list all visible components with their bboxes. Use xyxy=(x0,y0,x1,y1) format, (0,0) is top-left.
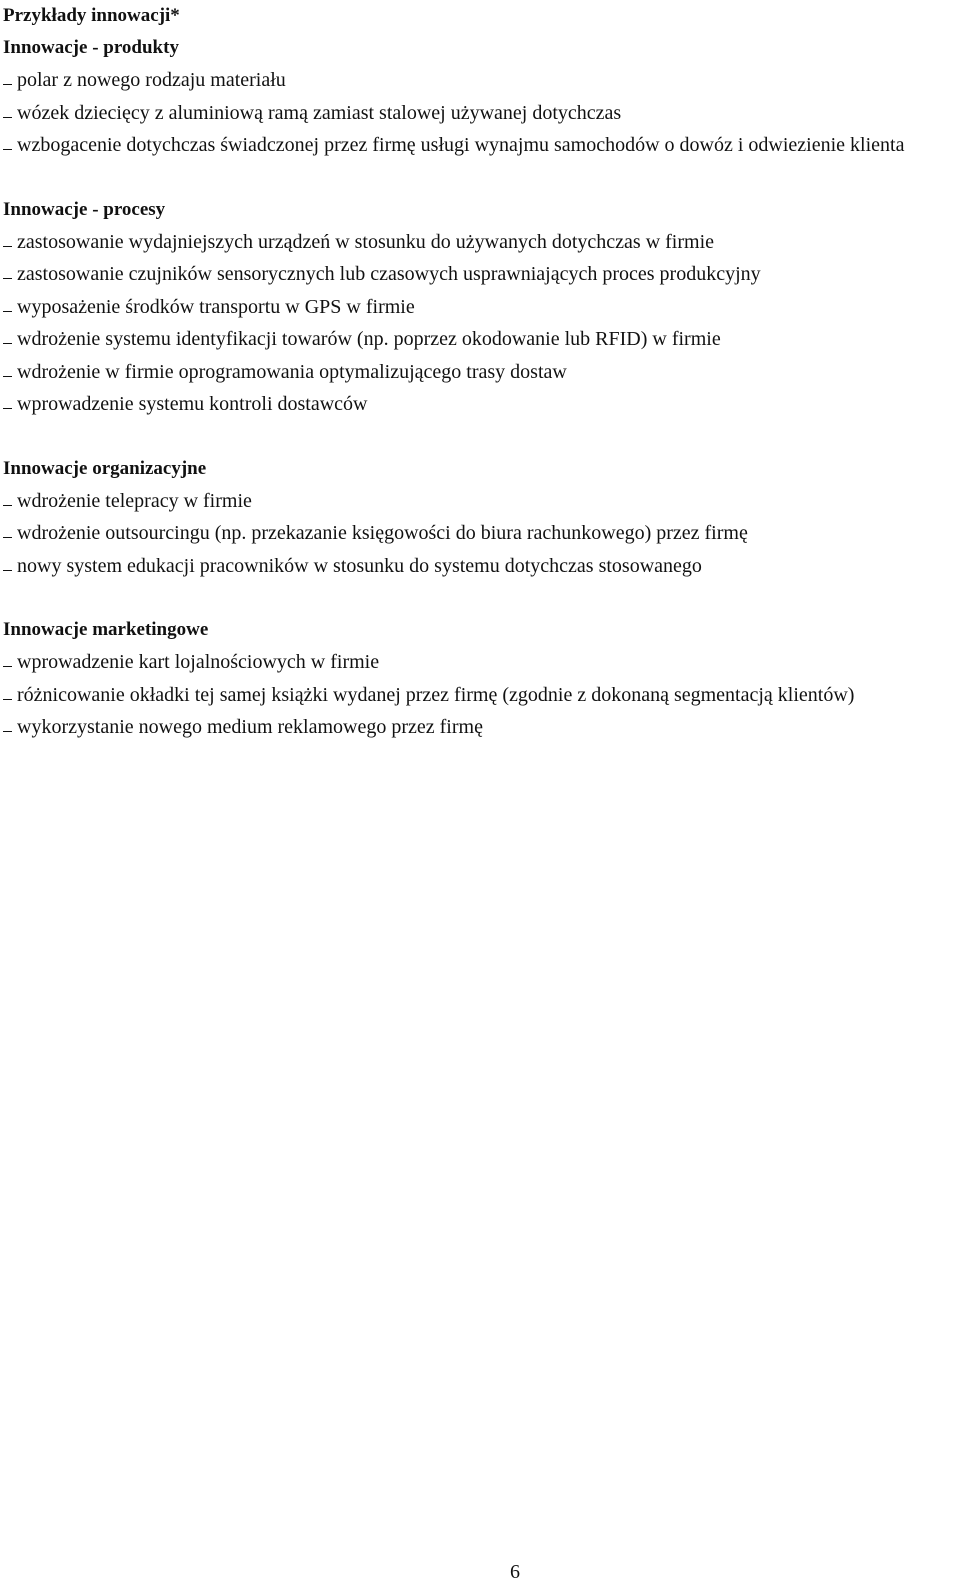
list-item xyxy=(3,323,953,356)
list-item-text: zastosowanie czujników sensorycznych lub czasowych usprawniających proces produkcyjny xyxy=(17,263,761,285)
section-list xyxy=(3,485,953,583)
list-item-text: wprowadzenie systemu kontroli dostawców xyxy=(17,393,368,415)
dash-bullet-icon xyxy=(3,699,12,700)
section-heading: Innowacje - produkty xyxy=(3,37,179,58)
list-item-text: wdrożenie outsourcingu (np. przekazanie księgowości do biura rachunkowego) przez firmę xyxy=(17,522,748,544)
document-title: Przykłady innowacji* xyxy=(3,5,180,26)
list-item xyxy=(3,388,953,421)
dash-bullet-icon xyxy=(3,537,12,538)
list-item xyxy=(3,485,953,518)
list-item-text: wprowadzenie kart lojalnościowych w firmie xyxy=(17,651,380,673)
list-item-text: zastosowanie wydajniejszych urządzeń w stosunku do używanych dotychczas w firmie xyxy=(17,230,715,253)
list-item xyxy=(3,679,953,712)
list-item xyxy=(3,550,953,583)
dash-bullet-icon xyxy=(3,278,12,279)
section-organizational xyxy=(3,453,953,583)
list-item-text: polar z nowego rodzaju materiału xyxy=(17,69,286,91)
document-page xyxy=(3,0,953,744)
dash-bullet-icon xyxy=(3,246,12,247)
dash-bullet-icon xyxy=(3,505,12,506)
list-item-text: wykorzystanie nowego medium reklamowego przez firmę xyxy=(17,716,483,738)
list-item-text: wzbogacenie dotychczas świadczonej przez firmę usługi wynajmu samochodów o dowóz i odwiezienie klienta xyxy=(17,134,905,156)
list-item xyxy=(3,646,953,679)
list-item xyxy=(3,129,953,162)
list-item xyxy=(3,356,953,389)
dash-bullet-icon xyxy=(3,117,12,118)
dash-bullet-icon xyxy=(3,731,12,732)
list-item xyxy=(3,97,953,130)
dash-bullet-icon xyxy=(3,343,12,344)
list-item xyxy=(3,711,953,744)
list-item-text: nowy system edukacji pracowników w stosunku do systemu dotychczas stosowanego xyxy=(17,554,702,577)
section-products xyxy=(3,32,953,162)
list-item-text: wdrożenie systemu identyfikacji towarów (np. poprzez okodowanie lub RFID) w firmie xyxy=(17,328,721,350)
dash-bullet-icon xyxy=(3,666,12,667)
list-item-text: wyposażenie środków transportu w GPS w firmie xyxy=(17,295,415,318)
page-number: 6 xyxy=(510,1561,520,1583)
list-item-text: wózek dziecięcy z aluminiową ramą zamiast stalowej używanej dotychczas xyxy=(17,101,622,124)
list-item xyxy=(3,226,953,259)
list-item-text: różnicowanie okładki tej samej książki wydanej przez firmę (zgodnie z dokonaną segmentacją klientów) xyxy=(17,683,855,706)
list-item xyxy=(3,517,953,550)
section-heading: Innowacje organizacyjne xyxy=(3,457,207,479)
list-item xyxy=(3,291,953,324)
dash-bullet-icon xyxy=(3,84,12,85)
section-heading: Innowacje marketingowe xyxy=(3,619,209,640)
section-list xyxy=(3,64,953,162)
section-processes xyxy=(3,194,953,421)
list-item-text: wdrożenie w firmie oprogramowania optymalizującego trasy dostaw xyxy=(17,360,567,383)
dash-bullet-icon xyxy=(3,376,12,377)
section-marketing xyxy=(3,614,953,744)
list-item-text: wdrożenie telepracy w firmie xyxy=(17,489,252,512)
dash-bullet-icon xyxy=(3,149,12,150)
section-heading: Innowacje - procesy xyxy=(3,198,166,220)
list-item xyxy=(3,258,953,291)
dash-bullet-icon xyxy=(3,570,12,571)
section-list xyxy=(3,646,953,744)
dash-bullet-icon xyxy=(3,311,12,312)
list-item xyxy=(3,64,953,97)
section-list xyxy=(3,226,953,421)
dash-bullet-icon xyxy=(3,408,12,409)
